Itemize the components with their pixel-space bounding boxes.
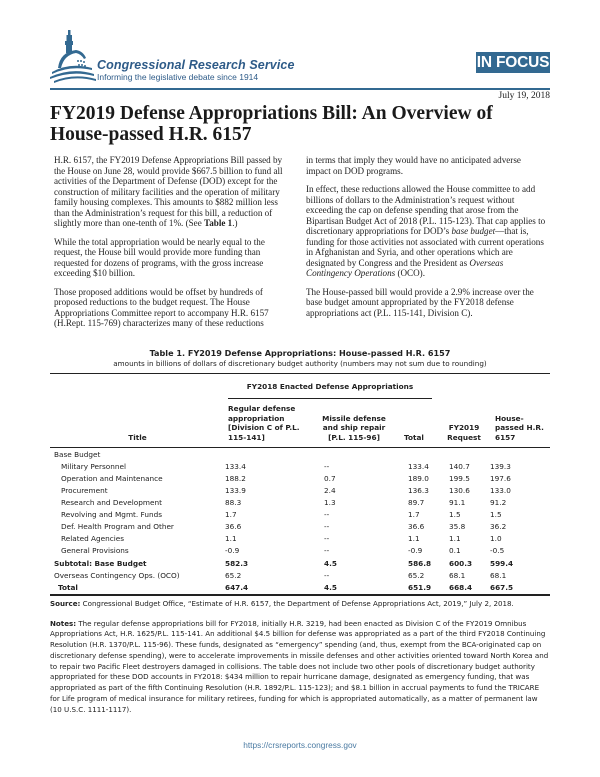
paragraph: Those proposed additions would be offset by hundreds of proposed reductions to the budget request. The House Appropriations Committee report to accompany H.R. 6157 (H.Rept. 115-769) characterizes many of these reductions: [54, 286, 269, 328]
paragraph: The House-passed bill would provide a 2.9% increase over the base budget amount appropriated by the FY2018 defense appropriations act (P.L. 115-141, Division C).: [306, 286, 534, 318]
table-row: General Provisions -0.9 -- -0.9 0.1 -0.5: [61, 546, 505, 556]
paragraph: While the total appropriation would be nearly equal to the request, the House bill would provide more funding than requested for dozens of programs, with the gross increase exceeding $10 billion.: [54, 236, 265, 278]
paragraph: in terms that imply they would have no anticipated adverse impact on DOD programs.: [306, 155, 521, 176]
table-row: Overseas Contingency Ops. (OCO) 65.2 -- 65.2 68.1 68.1: [54, 570, 507, 580]
table-caption: Table 1. FY2019 Defense Appropriations: House-passed H.R. 6157: [149, 348, 451, 358]
table-row-total: Total 647.4 4.5 651.9 668.4 667.5: [58, 582, 514, 592]
org-tagline: Informing the legislative debate since 1914: [97, 72, 259, 82]
paragraph: H.R. 6157, the FY2019 Defense Appropriations Bill passed by the House on June 28, would provide $667.5 billion to fund all activities of the Department of Defense (DOD) except for the construction of military facilities and the operation of military family housing complexes. This amounts to $882 million less than the Administration’s request for this bill, a reduction of slightly more than one-tenth of 1%. (See Table 1.): [54, 155, 283, 228]
table-row: Research and Development 88.3 1.3 89.7 91.1 91.2: [61, 498, 507, 508]
paragraph: In effect, these reductions allowed the House committee to add billions of dollars to the Administration’s request without exceeding the cap on defense spending that arose from the Bipartisan Budget Act of 2018 (P.L. 115-123). That cap applies to discretionary appropriations for DOD’s base budget—that is, funding for those activities not associated with current operations in Afghanistan and Syria, and other operations which are designated by Congress and the President as Overseas Contingency Operations (OCO).: [306, 184, 546, 278]
table-subcaption: amounts in billions of dollars of discretionary budget authority (numbers may not sum due to rounding): [113, 359, 487, 368]
column-header-total: Total: [404, 432, 424, 442]
page-header: [50, 24, 550, 90]
capitol-dome-logo-icon: [50, 28, 96, 84]
column-header-request: FY2019 Request: [447, 423, 481, 442]
body-column-right: [306, 155, 546, 326]
publication-date: July 19, 2018: [498, 91, 550, 101]
table-row-section: Base Budget: [54, 449, 101, 459]
column-header-house: House-passed H.R. 6157: [495, 413, 544, 442]
table-reference-link: Table 1: [204, 218, 233, 228]
table-row: Related Agencies 1.1 -- 1.1 1.1 1.0: [61, 534, 502, 544]
org-name: Congressional Research Service: [97, 58, 295, 72]
column-header-missile: Missile defense and ship repair [P.L. 115-96]: [322, 413, 386, 442]
table-bottom-rule: [50, 594, 550, 595]
in-focus-badge: IN FOCUS: [476, 54, 550, 71]
org-logo-text: [97, 58, 295, 82]
table-notes: Notes: The regular defense appropriations bill for FY2018, initially H.R. 3219, had been enacted as Division C of the FY2019 Omnibus Appropriations Act, H.R. 1625/P.L. 115-141. An additional $4.5 billion for defense was appropriated as a part of the third FY2018 Continuing Resolution (H.R. 1370/P.L. 115-96). These funds, designated as “emergency” spending (and, thus, exempt from the BCA-originated cap on discretionary defense spending), were to accelerate improvements in missile defenses and other activities oriented toward North Korea and to repair two Pacific Fleet destroyers damaged in collisions. The table does not include two other pools of discretionary budget authority appropriated for these DOD accounts in FY2018: $434 million to repair hurricane damage, designated as emergency funding, that was appropriated as part of the fifth Continuing Resolution (H.R. 1892/P.L. 115-123); and $8.1 billion in accrual payments to fund the TRICARE for Life program of medical insurance for military retirees, funding for which is appropriated automatically, as a matter of permanent law (10 U.S.C. 1111-1117).: [50, 618, 549, 714]
table-row: Def. Health Program and Other 36.6 -- 36.6 35.8 36.2: [61, 522, 507, 532]
column-header-title: Title: [128, 432, 147, 442]
emphasis-term: Overseas Contingency Operations: [306, 257, 504, 278]
group-header-label: FY2018 Enacted Defense Appropriations: [246, 382, 414, 391]
page-title: FY2019 Defense Appropriations Bill: An Overview of House-passed H.R. 6157: [50, 103, 493, 145]
group-header-rule: [228, 398, 432, 399]
table-row: Procurement 133.9 2.4 136.3 130.6 133.0: [61, 486, 511, 496]
footer-url-link[interactable]: https://crsreports.congress.gov: [243, 740, 357, 750]
header-divider: [50, 88, 550, 90]
table-row: Operation and Maintenance 188.2 0.7 189.0 199.5 197.6: [61, 473, 511, 483]
emphasis-term: base budget: [451, 226, 496, 236]
table-body: [50, 448, 550, 593]
body-column-left: [54, 155, 294, 337]
table-row: Revolving and Mgmt. Funds 1.7 -- 1.7 1.5 1.5: [61, 510, 502, 520]
table-row-subtotal: Subtotal: Base Budget 582.3 4.5 586.8 600.3 599.4: [54, 558, 514, 568]
table-source-note: Source: Congressional Budget Office, “Estimate of H.R. 6157, the Department of Defense Appropriations Act, 2019,” July 2, 2018.: [50, 598, 514, 608]
table-column-headers: [50, 400, 550, 447]
column-header-regular: Regular defense appropriation [Division C of P.L. 115-141]: [228, 404, 300, 442]
appropriations-table: [50, 348, 550, 716]
table-row: Military Personnel 133.4 -- 133.4 140.7 139.3: [61, 461, 511, 471]
table-group-header: [50, 374, 550, 400]
